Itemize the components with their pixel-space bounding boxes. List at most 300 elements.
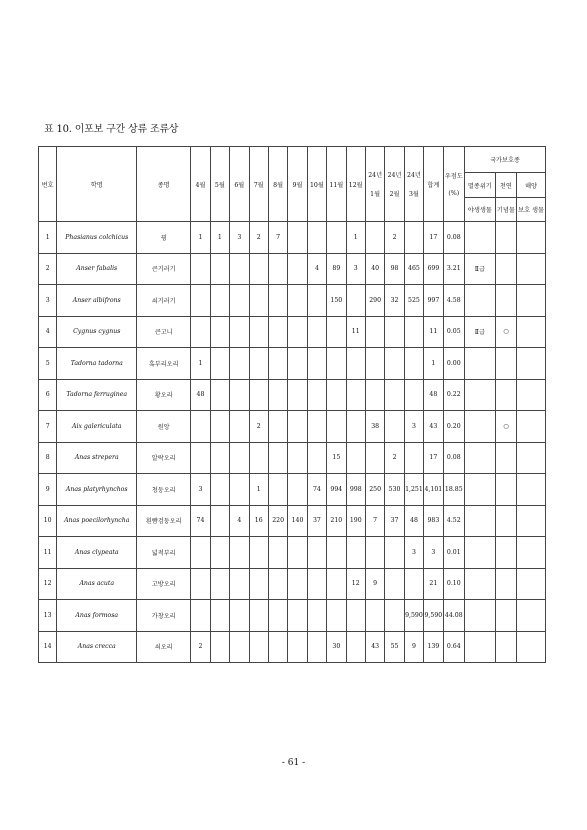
table-row bbox=[39, 253, 546, 285]
scientific-name: Tadorna ferruginea bbox=[57, 379, 137, 411]
table-cell: 4,101 bbox=[424, 474, 443, 506]
header-protected-species: 국가보호종 bbox=[465, 147, 546, 173]
table-cell bbox=[517, 316, 546, 348]
table-cell: 4.58 bbox=[443, 285, 464, 317]
table-cell bbox=[346, 411, 365, 443]
table-cell bbox=[517, 600, 546, 632]
table-cell bbox=[495, 505, 516, 537]
scientific-name: Phasianus colchicus bbox=[57, 222, 137, 254]
table-cell bbox=[210, 568, 229, 600]
table-cell bbox=[465, 474, 496, 506]
korean-name: 넓적부리 bbox=[137, 537, 191, 569]
header-no: 번호 bbox=[39, 147, 57, 222]
header-2024-month bbox=[404, 147, 423, 222]
table-cell bbox=[327, 600, 346, 632]
header-year: 24년 bbox=[387, 172, 402, 179]
table-cell bbox=[327, 379, 346, 411]
scientific-name: Anser albifrons bbox=[57, 285, 137, 317]
table-row bbox=[39, 379, 546, 411]
scientific-name: Anas strepera bbox=[57, 442, 137, 474]
table-cell: 530 bbox=[385, 474, 404, 506]
scientific-name: Anas formosa bbox=[57, 600, 137, 632]
table-cell: 0.20 bbox=[443, 411, 464, 443]
table-cell bbox=[365, 600, 384, 632]
table-cell: 1,251 bbox=[404, 474, 423, 506]
table-cell bbox=[191, 537, 210, 569]
table-cell: 89 bbox=[327, 253, 346, 285]
table-cell bbox=[268, 600, 287, 632]
table-cell bbox=[385, 600, 404, 632]
table-cell: 465 bbox=[404, 253, 423, 285]
table-cell bbox=[249, 316, 268, 348]
header-month: 6월 bbox=[230, 147, 249, 222]
table-row bbox=[39, 537, 546, 569]
table-cell: 1 bbox=[424, 348, 443, 380]
korean-name: 흰뺨검둥오리 bbox=[137, 505, 191, 537]
table-cell bbox=[268, 348, 287, 380]
page-number: - 61 - bbox=[281, 758, 306, 768]
table-cell: 74 bbox=[191, 505, 210, 537]
row-number: 12 bbox=[39, 568, 57, 600]
table-cell bbox=[517, 222, 546, 254]
table-cell: Ⅱ급 bbox=[465, 316, 496, 348]
table-cell bbox=[191, 411, 210, 443]
table-cell bbox=[517, 285, 546, 317]
table-cell: 994 bbox=[327, 474, 346, 506]
table-cell: 525 bbox=[404, 285, 423, 317]
table-cell bbox=[517, 631, 546, 663]
header-dominance-label: 우점도 bbox=[444, 173, 463, 180]
table-cell bbox=[230, 253, 249, 285]
table-cell bbox=[385, 568, 404, 600]
row-number: 6 bbox=[39, 379, 57, 411]
table-cell bbox=[191, 253, 210, 285]
table-cell: 0.05 bbox=[443, 316, 464, 348]
table-cell: 32 bbox=[385, 285, 404, 317]
table-row bbox=[39, 222, 546, 254]
table-cell bbox=[327, 568, 346, 600]
table-cell: 3 bbox=[191, 474, 210, 506]
table-cell bbox=[495, 600, 516, 632]
table-cell bbox=[230, 474, 249, 506]
table-cell bbox=[465, 600, 496, 632]
header-month: 3월 bbox=[408, 191, 419, 198]
table-cell: 44.08 bbox=[443, 600, 464, 632]
korean-name: 쇠오리 bbox=[137, 631, 191, 663]
table-cell: 250 bbox=[365, 474, 384, 506]
table-row bbox=[39, 631, 546, 663]
table-cell bbox=[307, 442, 326, 474]
row-number: 5 bbox=[39, 348, 57, 380]
header-marine-sub: 보호 생물 bbox=[517, 198, 546, 222]
header-monument-sub: 기념물 bbox=[495, 198, 516, 222]
table-row bbox=[39, 411, 546, 443]
table-cell bbox=[268, 631, 287, 663]
table-cell bbox=[268, 442, 287, 474]
scientific-name: Tadorna tadorna bbox=[57, 348, 137, 380]
table-cell bbox=[210, 474, 229, 506]
table-cell bbox=[385, 411, 404, 443]
table-cell bbox=[465, 348, 496, 380]
header-total: 합계 bbox=[424, 147, 443, 222]
korean-name: 큰고니 bbox=[137, 316, 191, 348]
table-cell bbox=[365, 379, 384, 411]
table-cell bbox=[465, 537, 496, 569]
header-2024-month bbox=[365, 147, 384, 222]
table-cell: 40 bbox=[365, 253, 384, 285]
table-cell bbox=[385, 537, 404, 569]
table-cell: 21 bbox=[424, 568, 443, 600]
table-cell: 7 bbox=[268, 222, 287, 254]
header-korean-name: 종명 bbox=[137, 147, 191, 222]
header-year: 24년 bbox=[407, 172, 421, 179]
table-cell bbox=[249, 631, 268, 663]
table-cell bbox=[465, 442, 496, 474]
table-cell bbox=[288, 411, 307, 443]
table-cell: 15 bbox=[327, 442, 346, 474]
table-cell: 9,590 bbox=[404, 600, 423, 632]
table-row bbox=[39, 505, 546, 537]
table-cell bbox=[465, 411, 496, 443]
table-cell: ○ bbox=[495, 316, 516, 348]
header-month: 5월 bbox=[210, 147, 229, 222]
table-cell bbox=[288, 285, 307, 317]
table-row bbox=[39, 285, 546, 317]
table-row bbox=[39, 442, 546, 474]
table-cell bbox=[346, 537, 365, 569]
table-cell bbox=[465, 222, 496, 254]
row-number: 9 bbox=[39, 474, 57, 506]
table-cell: 98 bbox=[385, 253, 404, 285]
table-cell bbox=[307, 411, 326, 443]
table-cell: 17 bbox=[424, 442, 443, 474]
table-cell: 4.52 bbox=[443, 505, 464, 537]
table-cell bbox=[495, 285, 516, 317]
table-cell bbox=[327, 411, 346, 443]
row-number: 2 bbox=[39, 253, 57, 285]
table-cell: 11 bbox=[346, 316, 365, 348]
table-cell: ○ bbox=[495, 411, 516, 443]
table-cell bbox=[268, 568, 287, 600]
table-cell bbox=[465, 379, 496, 411]
table-cell bbox=[210, 253, 229, 285]
table-cell bbox=[404, 316, 423, 348]
table-cell bbox=[327, 537, 346, 569]
table-cell bbox=[346, 442, 365, 474]
row-number: 14 bbox=[39, 631, 57, 663]
table-cell bbox=[268, 537, 287, 569]
table-cell bbox=[268, 411, 287, 443]
table-cell: 139 bbox=[424, 631, 443, 663]
table-cell: 9 bbox=[365, 568, 384, 600]
table-cell bbox=[327, 222, 346, 254]
table-cell: 2 bbox=[249, 222, 268, 254]
table-cell: 12 bbox=[346, 568, 365, 600]
table-cell bbox=[327, 348, 346, 380]
table-cell bbox=[249, 348, 268, 380]
table-cell: 0.01 bbox=[443, 537, 464, 569]
header-2024-month bbox=[385, 147, 404, 222]
table-cell bbox=[495, 348, 516, 380]
table-body bbox=[39, 222, 546, 663]
table-cell bbox=[346, 379, 365, 411]
table-cell bbox=[495, 537, 516, 569]
scientific-name: Anas crecca bbox=[57, 631, 137, 663]
korean-name: 가창오리 bbox=[137, 600, 191, 632]
row-number: 4 bbox=[39, 316, 57, 348]
table-cell bbox=[517, 411, 546, 443]
header-month: 2월 bbox=[389, 191, 400, 198]
table-cell: 30 bbox=[327, 631, 346, 663]
table-cell bbox=[210, 631, 229, 663]
table-cell: 16 bbox=[249, 505, 268, 537]
table-cell: 37 bbox=[307, 505, 326, 537]
table-cell bbox=[365, 222, 384, 254]
table-cell: 18.85 bbox=[443, 474, 464, 506]
table-cell bbox=[191, 285, 210, 317]
table-cell bbox=[307, 631, 326, 663]
table-cell: 4 bbox=[307, 253, 326, 285]
table-cell bbox=[230, 568, 249, 600]
table-cell: 3 bbox=[230, 222, 249, 254]
table-cell bbox=[465, 285, 496, 317]
table-cell: 190 bbox=[346, 505, 365, 537]
table-cell bbox=[346, 600, 365, 632]
scientific-name: Anas clypeata bbox=[57, 537, 137, 569]
table-cell bbox=[517, 442, 546, 474]
table-cell bbox=[307, 568, 326, 600]
table-cell: 9,590 bbox=[424, 600, 443, 632]
table-cell: 699 bbox=[424, 253, 443, 285]
table-cell: 55 bbox=[385, 631, 404, 663]
table-cell: Ⅱ급 bbox=[465, 253, 496, 285]
table-cell bbox=[268, 474, 287, 506]
table-cell bbox=[404, 442, 423, 474]
table-cell bbox=[288, 568, 307, 600]
table-cell bbox=[249, 537, 268, 569]
table-cell: 3.21 bbox=[443, 253, 464, 285]
table-cell: 0.64 bbox=[443, 631, 464, 663]
table-row bbox=[39, 600, 546, 632]
table-cell: 1 bbox=[249, 474, 268, 506]
table-cell: 2 bbox=[191, 631, 210, 663]
row-number: 13 bbox=[39, 600, 57, 632]
korean-name: 황오리 bbox=[137, 379, 191, 411]
table-cell bbox=[268, 285, 287, 317]
table-cell bbox=[346, 348, 365, 380]
table-cell bbox=[495, 474, 516, 506]
header-year: 24년 bbox=[368, 172, 383, 179]
table-cell: 17 bbox=[424, 222, 443, 254]
table-cell bbox=[385, 379, 404, 411]
table-cell bbox=[404, 348, 423, 380]
table-cell bbox=[210, 442, 229, 474]
scientific-name: Anas poecilorhyncha bbox=[57, 505, 137, 537]
table-cell: 37 bbox=[385, 505, 404, 537]
table-cell: 3 bbox=[404, 411, 423, 443]
table-cell bbox=[230, 348, 249, 380]
table-cell bbox=[495, 568, 516, 600]
header-month: 1월 bbox=[370, 191, 381, 198]
table-cell: 3 bbox=[424, 537, 443, 569]
table-caption: 표 10. 이포보 구간 상류 조류상 bbox=[44, 124, 179, 135]
table-cell bbox=[210, 348, 229, 380]
table-cell: 9 bbox=[404, 631, 423, 663]
table-cell bbox=[307, 285, 326, 317]
table-cell bbox=[249, 442, 268, 474]
scientific-name: Cygnus cygnus bbox=[57, 316, 137, 348]
table-cell: 0.08 bbox=[443, 222, 464, 254]
table-cell: 983 bbox=[424, 505, 443, 537]
table-cell bbox=[288, 631, 307, 663]
table-cell bbox=[191, 600, 210, 632]
table-cell bbox=[210, 505, 229, 537]
table-cell: 11 bbox=[424, 316, 443, 348]
table-cell: 997 bbox=[424, 285, 443, 317]
table-cell: 0.00 bbox=[443, 348, 464, 380]
korean-name: 꿩 bbox=[137, 222, 191, 254]
table-cell: 1 bbox=[346, 222, 365, 254]
table-cell bbox=[365, 316, 384, 348]
table-cell bbox=[288, 253, 307, 285]
header-month: 9월 bbox=[288, 147, 307, 222]
table-cell bbox=[404, 568, 423, 600]
table-cell bbox=[288, 348, 307, 380]
table-cell bbox=[210, 316, 229, 348]
table-cell bbox=[307, 222, 326, 254]
table-row bbox=[39, 316, 546, 348]
table-cell bbox=[288, 474, 307, 506]
table-cell bbox=[465, 631, 496, 663]
korean-name: 원앙 bbox=[137, 411, 191, 443]
table-row bbox=[39, 474, 546, 506]
korean-name: 고방오리 bbox=[137, 568, 191, 600]
table-cell bbox=[365, 442, 384, 474]
table-cell bbox=[517, 568, 546, 600]
table-cell bbox=[307, 600, 326, 632]
table-cell bbox=[465, 505, 496, 537]
korean-name: 쇠기러기 bbox=[137, 285, 191, 317]
table-cell bbox=[191, 442, 210, 474]
bird-survey-table bbox=[38, 146, 546, 663]
table-cell: 48 bbox=[404, 505, 423, 537]
header-month: 11월 bbox=[327, 147, 346, 222]
table-cell bbox=[307, 537, 326, 569]
table-cell: 290 bbox=[365, 285, 384, 317]
table-cell bbox=[230, 600, 249, 632]
table-cell bbox=[210, 537, 229, 569]
table-cell bbox=[288, 316, 307, 348]
row-number: 11 bbox=[39, 537, 57, 569]
table-cell bbox=[210, 600, 229, 632]
table-cell: 43 bbox=[365, 631, 384, 663]
table-cell: 0.10 bbox=[443, 568, 464, 600]
table-cell: 3 bbox=[404, 537, 423, 569]
table-cell bbox=[307, 379, 326, 411]
header-month: 7월 bbox=[249, 147, 268, 222]
table-cell bbox=[249, 253, 268, 285]
table-cell bbox=[230, 379, 249, 411]
table-cell bbox=[517, 474, 546, 506]
table-cell: 74 bbox=[307, 474, 326, 506]
table-cell bbox=[495, 379, 516, 411]
table-cell: 1 bbox=[191, 222, 210, 254]
table-cell bbox=[230, 631, 249, 663]
table-cell: 48 bbox=[424, 379, 443, 411]
header-dominance-unit: (%) bbox=[448, 190, 460, 197]
scientific-name: Anas acuta bbox=[57, 568, 137, 600]
table-cell bbox=[288, 442, 307, 474]
row-number: 7 bbox=[39, 411, 57, 443]
table-cell: 48 bbox=[191, 379, 210, 411]
table-cell bbox=[327, 316, 346, 348]
table-cell bbox=[288, 600, 307, 632]
table-cell: 998 bbox=[346, 474, 365, 506]
table-cell bbox=[465, 568, 496, 600]
table-cell bbox=[346, 285, 365, 317]
table-cell bbox=[404, 222, 423, 254]
header-scientific-name: 학명 bbox=[57, 147, 137, 222]
table-cell bbox=[249, 379, 268, 411]
table-cell bbox=[210, 285, 229, 317]
table-cell bbox=[230, 537, 249, 569]
header-month: 8월 bbox=[268, 147, 287, 222]
table-cell bbox=[288, 537, 307, 569]
table-cell: 1 bbox=[210, 222, 229, 254]
row-number: 8 bbox=[39, 442, 57, 474]
table-cell bbox=[517, 348, 546, 380]
table-cell bbox=[210, 379, 229, 411]
table-cell bbox=[191, 316, 210, 348]
header-monument: 천연 bbox=[495, 173, 516, 198]
table-cell bbox=[517, 505, 546, 537]
table-cell bbox=[249, 600, 268, 632]
table-cell bbox=[495, 253, 516, 285]
table-row bbox=[39, 348, 546, 380]
scientific-name: Anas platyrhynchos bbox=[57, 474, 137, 506]
korean-name: 큰기러기 bbox=[137, 253, 191, 285]
header-month: 12월 bbox=[346, 147, 365, 222]
header-endangered: 멸종위기 bbox=[465, 173, 496, 198]
table-cell bbox=[268, 316, 287, 348]
scientific-name: Aix galericulata bbox=[57, 411, 137, 443]
header-marine: 해양 bbox=[517, 173, 546, 198]
table-cell bbox=[385, 316, 404, 348]
table-cell bbox=[307, 348, 326, 380]
table-cell bbox=[517, 537, 546, 569]
table-cell: 0.08 bbox=[443, 442, 464, 474]
table-cell bbox=[404, 379, 423, 411]
table-cell bbox=[230, 442, 249, 474]
table-row bbox=[39, 568, 546, 600]
table-cell bbox=[517, 379, 546, 411]
table-cell bbox=[268, 379, 287, 411]
table-cell: 150 bbox=[327, 285, 346, 317]
table-cell: 1 bbox=[191, 348, 210, 380]
table-cell bbox=[365, 348, 384, 380]
table-cell: 38 bbox=[365, 411, 384, 443]
table-cell: 0.22 bbox=[443, 379, 464, 411]
table-cell: 2 bbox=[385, 222, 404, 254]
korean-name: 알락오리 bbox=[137, 442, 191, 474]
table-cell bbox=[230, 316, 249, 348]
table-cell bbox=[385, 348, 404, 380]
table-cell bbox=[346, 631, 365, 663]
table-cell bbox=[268, 253, 287, 285]
table-cell: 4 bbox=[230, 505, 249, 537]
row-number: 3 bbox=[39, 285, 57, 317]
table-cell: 2 bbox=[385, 442, 404, 474]
